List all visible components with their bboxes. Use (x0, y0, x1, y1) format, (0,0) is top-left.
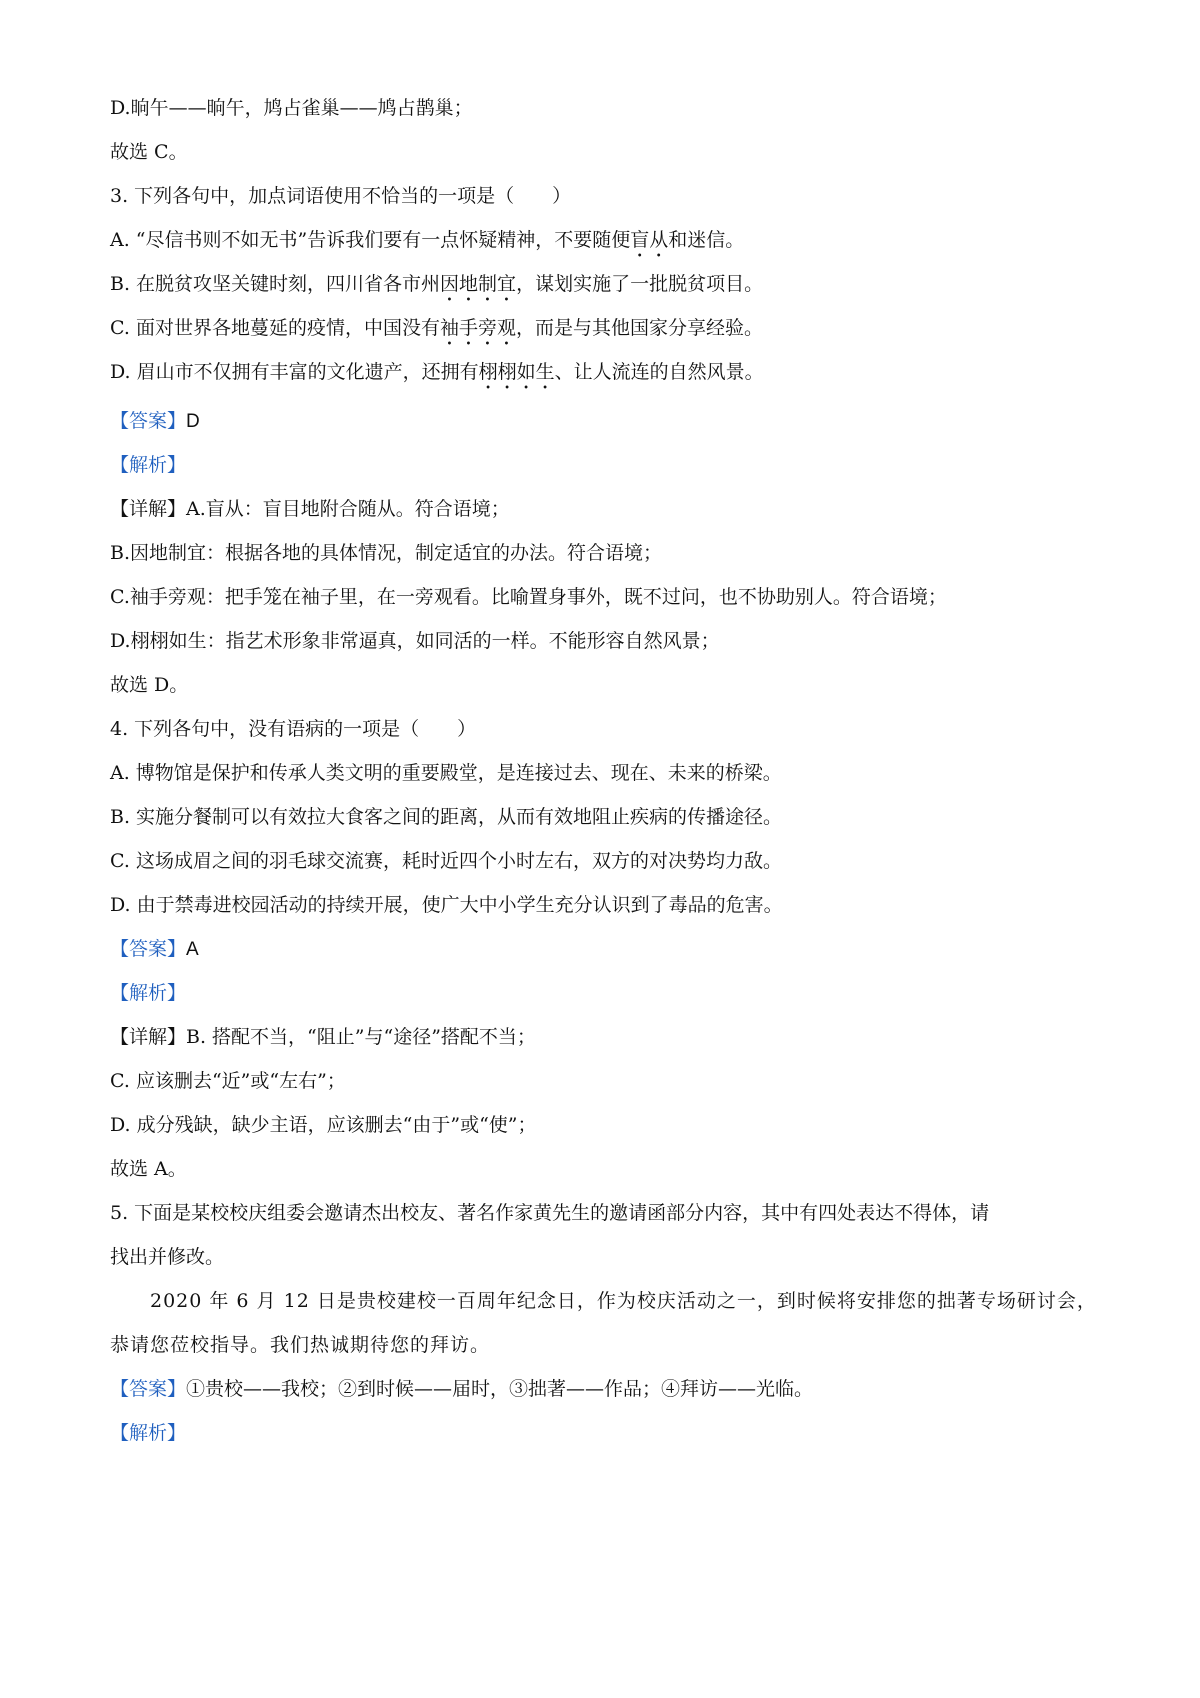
answer-tag: 【答案】 (110, 938, 187, 960)
question-4-option-d: D. 由于禁毒进校园活动的持续开展，使广大中小学生充分认识到了毒品的危害。 (110, 894, 783, 916)
detail-tag: 【详解】 (110, 1026, 187, 1048)
answer-value: A (186, 939, 199, 960)
passage-line: 2020 年 6 月 12 日是贵校建校一百周年纪念日，作为校庆活动之一，到时候将安排您的拙著专场研讨会， (150, 1290, 1097, 1312)
option-text: ，谋划实施了一批脱贫项目。 (516, 273, 764, 295)
question-3-option-b (110, 272, 763, 306)
conclusion-line: 故选 A。 (110, 1158, 187, 1180)
question-3-stem: 3. 下列各句中，加点词语使用不恰当的一项是（ ） (110, 185, 572, 207)
question-4-option-a: A. 博物馆是保护和传承人类文明的重要殿堂，是连接过去、现在、未来的桥梁。 (110, 762, 782, 784)
detail-line: D.栩栩如生：指艺术形象非常逼真，如同活的一样。不能形容自然风景； (110, 630, 720, 652)
question-4-stem: 4. 下列各句中，没有语病的一项是（ ） (110, 718, 477, 740)
answer-line (110, 1377, 813, 1401)
analysis-tag: 【解析】 (110, 982, 187, 1004)
detail-line: C.袖手旁观：把手笼在袖子里，在一旁观看。比喻置身事外，既不过问，也不协助别人。符合语境； (110, 586, 947, 608)
analysis-tag: 【解析】 (110, 1422, 187, 1444)
question-3-option-c (110, 316, 763, 350)
question-5-stem-cont: 找出并修改。 (110, 1246, 225, 1268)
detail-text: A.盲从：盲目地附合随从。符合语境； (186, 498, 510, 520)
dotted-word: 袖手旁观 (439, 317, 516, 339)
detail-line: D. 成分残缺，缺少主语，应该删去“由于”或“使”； (110, 1114, 537, 1136)
question-3-option-a (110, 228, 744, 262)
detail-line (110, 497, 510, 521)
question-4-option-c: C. 这场成眉之间的羽毛球交流赛，耗时近四个小时左右，双方的对决势均力敌。 (110, 850, 782, 872)
option-text: 、让人流连的自然风景。 (554, 361, 764, 383)
detail-tag: 【详解】 (110, 498, 187, 520)
detail-line: C. 应该删去“近”或“左右”； (110, 1070, 346, 1092)
option-text: A. “尽信书则不如无书”告诉我们要有一点怀疑精神，不要随便 (110, 229, 631, 251)
answer-tag: 【答案】 (110, 1378, 187, 1400)
dotted-word: 因地制宜 (440, 273, 517, 295)
detail-line (110, 1025, 536, 1049)
analysis-tag: 【解析】 (110, 454, 187, 476)
dotted-word: 栩栩如生 (478, 361, 555, 383)
answer-line (110, 937, 199, 962)
option-text: B. 在脱贫攻坚关键时刻，四川省各市州 (110, 273, 441, 295)
conclusion-line: 故选 D。 (110, 674, 189, 696)
answer-line (110, 409, 200, 434)
option-text: D. 眉山市不仅拥有丰富的文化遗产，还拥有 (110, 361, 479, 383)
detail-line: B.因地制宜：根据各地的具体情况，制定适宜的办法。符合语境； (110, 542, 663, 564)
question-3-option-d (110, 360, 764, 394)
answer-tag: 【答案】 (110, 410, 187, 432)
question-5-stem: 5. 下面是某校校庆组委会邀请杰出校友、著名作家黄先生的邀请函部分内容，其中有四处表达不得体，请 (110, 1202, 990, 1224)
answer-value: ①贵校——我校；②到时候——届时，③拙著——作品；④拜访——光临。 (186, 1378, 814, 1400)
option-text: 和迷信。 (668, 229, 745, 251)
question-4-option-b: B. 实施分餐制可以有效拉大食客之间的距离，从而有效地阻止疾病的传播途径。 (110, 806, 783, 828)
text-line: 故选 C。 (110, 141, 188, 163)
dotted-word: 盲从 (630, 229, 669, 251)
passage-line: 恭请您莅校指导。我们热诚期待您的拜访。 (110, 1334, 491, 1356)
option-text: C. 面对世界各地蔓延的疫情，中国没有 (110, 317, 440, 339)
text-line: D.晌午——晌午，鸠占雀巢——鸠占鹊巢； (110, 97, 473, 119)
detail-text: B. 搭配不当，“阻止”与“途径”搭配不当； (186, 1026, 536, 1048)
answer-value: D (186, 411, 200, 432)
option-text: ，而是与其他国家分享经验。 (515, 317, 763, 339)
